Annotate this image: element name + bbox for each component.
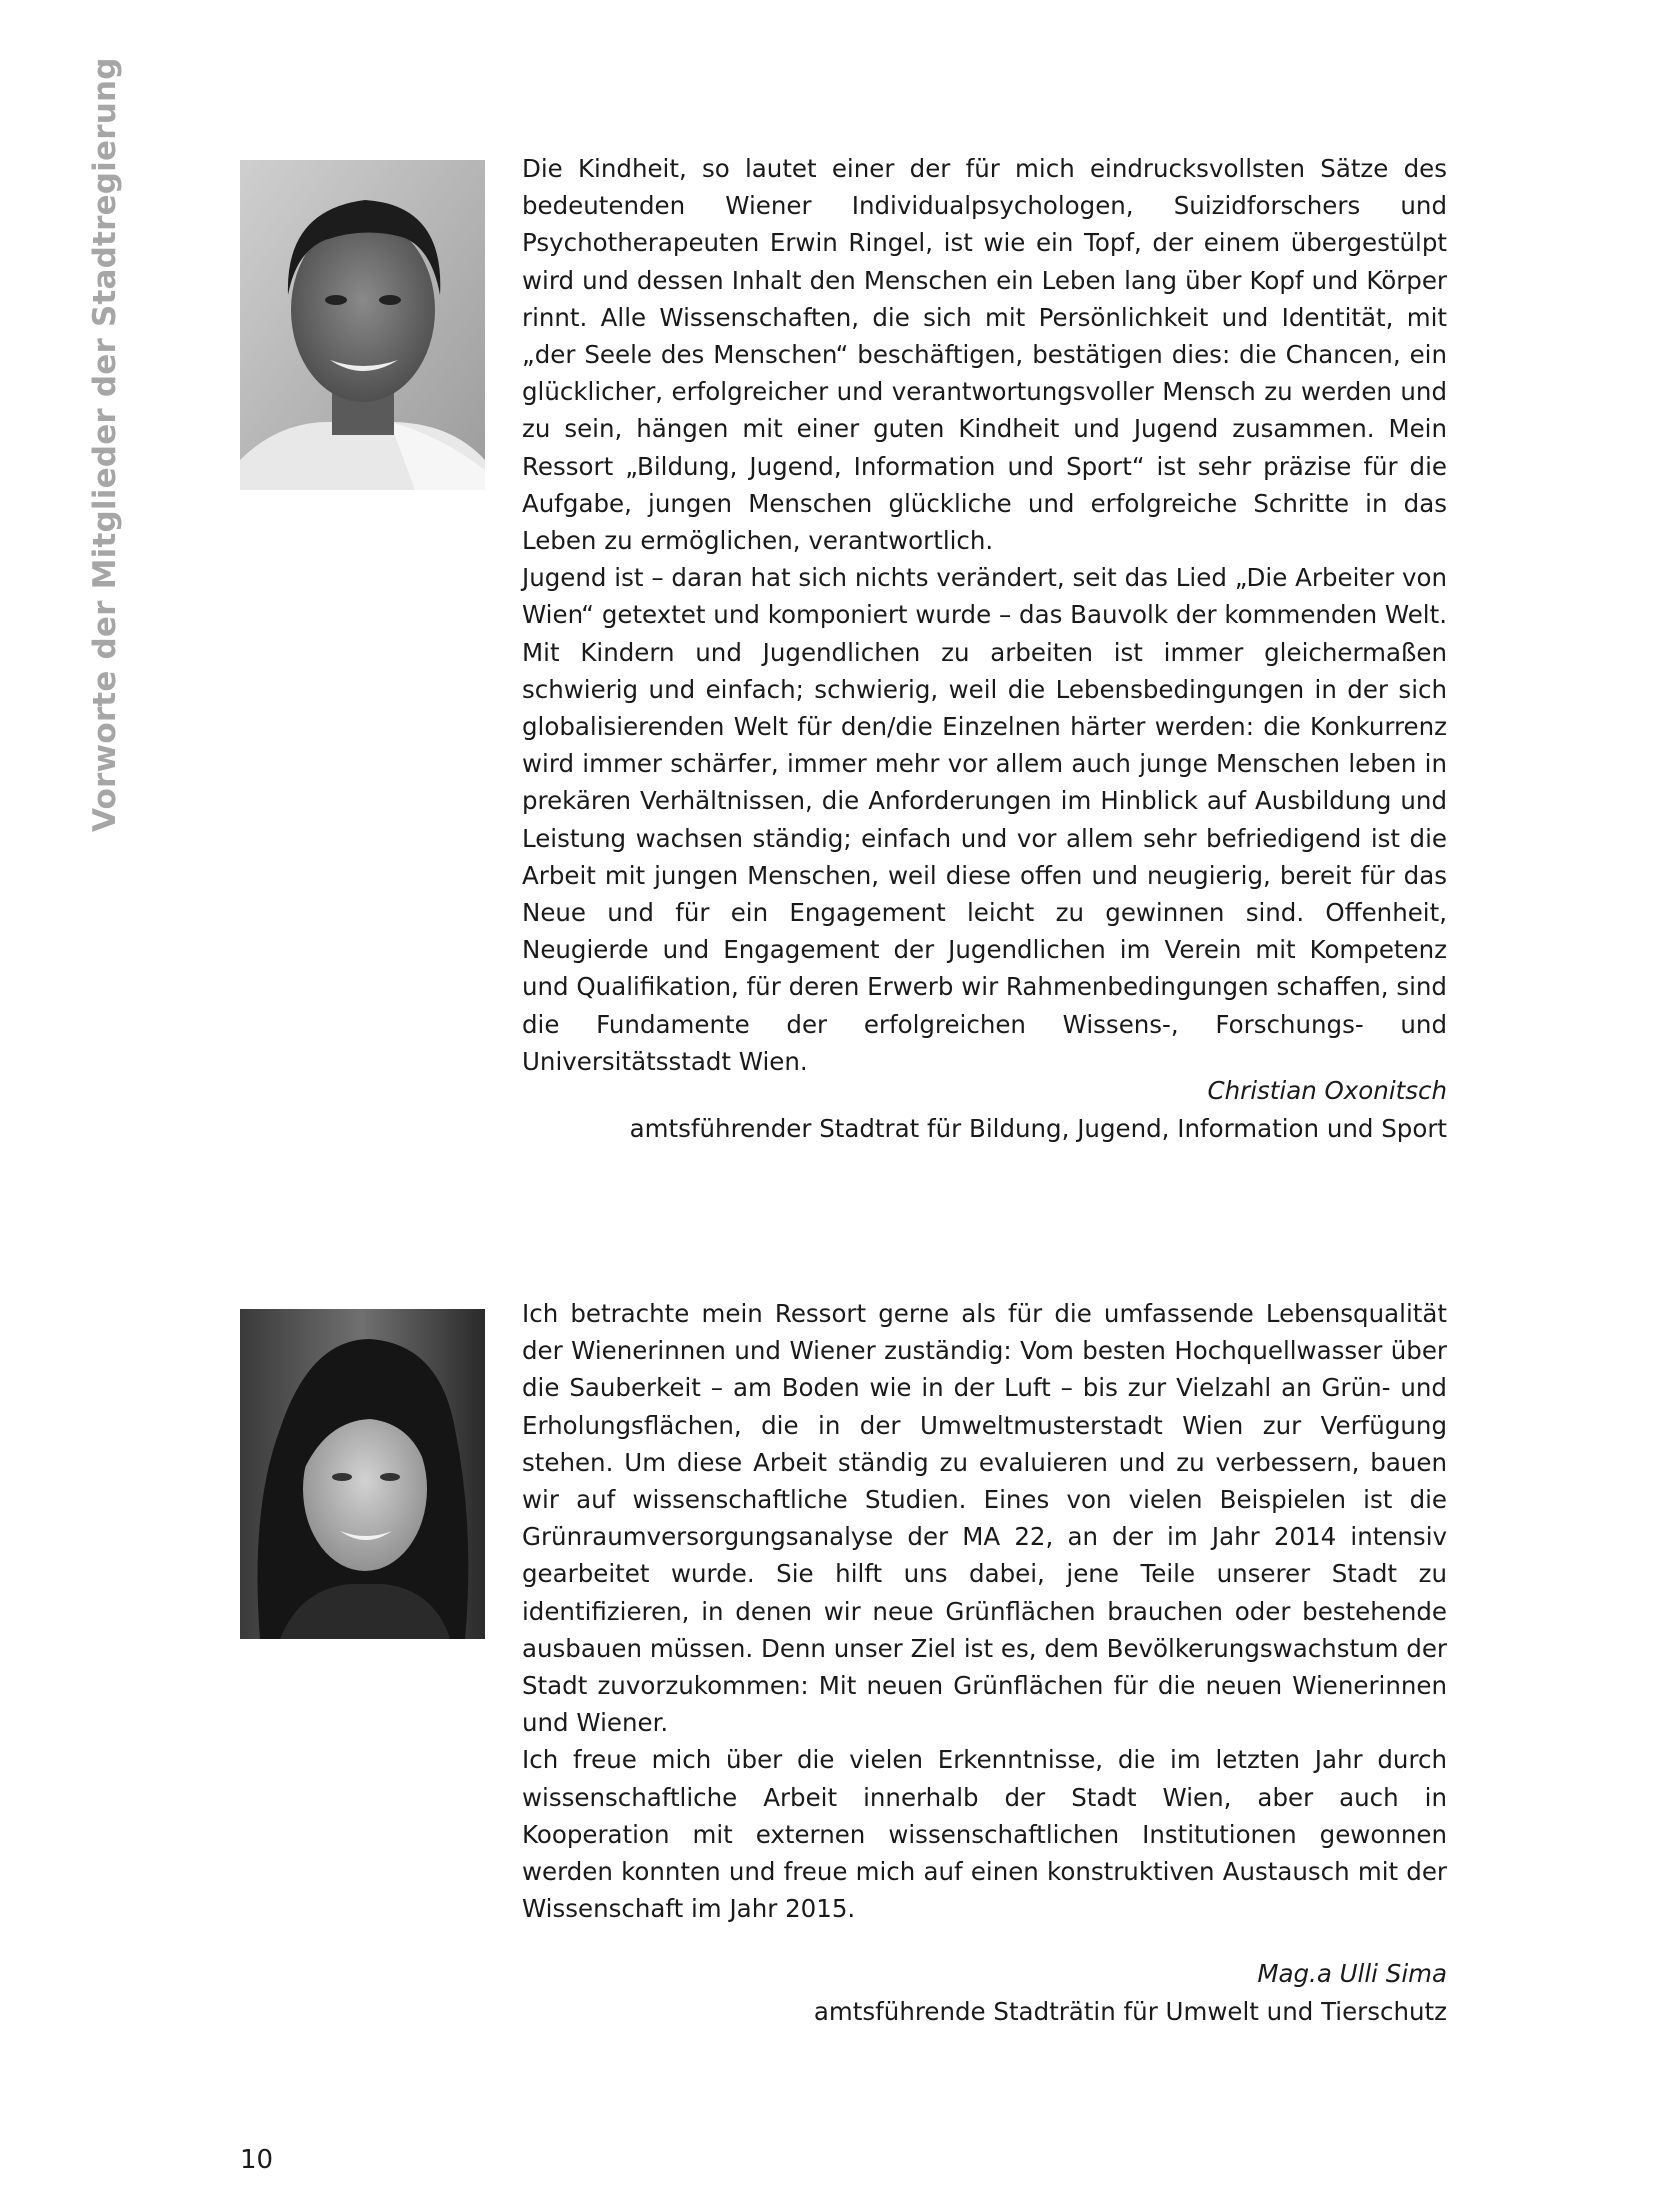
foreword-text-oxonitsch <box>522 150 1447 1080</box>
signature-name: Christian Oxonitsch <box>1207 1076 1447 1105</box>
portrait-photo-oxonitsch <box>240 160 485 490</box>
paragraph: Ich freue mich über die vielen Erkenntnisse, die im letzten Jahr durch wissenschaftliche Arbeit innerhalb der Stadt Wien, aber auch in Kooperation mit externen wissenschaftlichen Institutionen gewonnen werden konnten und freue mich auf einen konstruktiven Austausch mit der Wissenschaft im Jahr 2015. <box>522 1745 1447 1924</box>
paragraph: Ich betrachte mein Ressort gerne als für die umfassende Lebensqualität der Wienerinnen und Wiener zuständig: Vom besten Hochquellwasser über die Sauberkeit – am Boden wie in der Luft – bis zur Vielzahl an Grün- und Erholungsflächen, die in der Umweltmusterstadt Wien zur Verfügung stehen. Um diese Arbeit ständig zu evaluieren und zu verbessern, bauen wir auf wissenschaftliche Studien. Eines von vielen Beispielen ist die Grünraumversorgungsanalyse der MA 22, an der im Jahr 2014 intensiv gearbeitet wurde. Sie hilft uns dabei, jene Teile unserer Stadt zu identifizieren, in denen wir neue Grünflächen brauchen oder bestehende ausbauen müssen. Denn unser Ziel ist es, dem Bevölkerungswachstum der Stadt zuvorzukommen: Mit neuen Grünflächen für die neuen Wienerinnen und Wiener. <box>522 1299 1447 1738</box>
signature-role: amtsführender Stadtrat für Bildung, Jugend, Information und Sport <box>629 1114 1447 1143</box>
signature-role: amtsführende Stadträtin für Umwelt und Tierschutz <box>813 1997 1447 2026</box>
page-number: 10 <box>240 2145 274 2175</box>
signature-name: Mag.a Ulli Sima <box>1257 1959 1447 1988</box>
signature-oxonitsch <box>522 1072 1447 1148</box>
portrait-oxonitsch-image <box>240 160 485 490</box>
signature-sima <box>522 1955 1447 2031</box>
foreword-text-sima <box>522 1295 1447 1927</box>
paragraph: Jugend ist – daran hat sich nichts verändert, seit das Lied „Die Arbeiter von Wien“ getextet und komponiert wurde – das Bauvolk der kommenden Welt. Mit Kindern und Jugendlichen zu arbeiten ist immer gleichermaßen schwierig und einfach; schwierig, weil die Lebensbedingungen in der sich globalisierenden Welt für den/die Einzelnen härter werden: die Konkurrenz wird immer schärfer, immer mehr vor allem auch junge Menschen leben in prekären Verhältnissen, die Anforderungen im Hinblick auf Ausbildung und Leistung wachsen ständig; einfach und vor allem sehr befriedigend ist die Arbeit mit jungen Menschen, weil diese offen und neugierig, bereit für das Neue und für ein Engagement leicht zu gewinnen sind. Offenheit, Neugierde und Engagement der Jugendlichen im Verein mit Kompetenz und Qualifikation, für deren Erwerb wir Rahmenbedingungen schaffen, sind die Fundamente der erfolgreichen Wissens-, Forschungs- und Universitätsstadt Wien. <box>522 563 1447 1076</box>
portrait-photo-sima <box>240 1309 485 1639</box>
side-title: Vorworte der Mitglieder der Stadtregierung <box>87 57 123 832</box>
portrait-sima-image <box>240 1309 485 1639</box>
paragraph: Die Kindheit, so lautet einer der für mich eindrucksvollsten Sätze des bedeutenden Wiener Individualpsychologen, Suizidforschers und Psychotherapeuten Erwin Ringel, ist wie ein Topf, der einem übergestülpt wird und dessen Inhalt den Menschen ein Leben lang über Kopf und Körper rinnt. Alle Wissenschaften, die sich mit Persönlichkeit und Identität, mit „der Seele des Menschen“ beschäftigen, bestätigen dies: die Chancen, ein glücklicher, erfolgreicher und verantwortungsvoller Mensch zu werden und zu sein, hängen mit einer guten Kindheit und Jugend zusammen. Mein Ressort „Bildung, Jugend, Information und Sport“ ist sehr präzise für die Aufgabe, jungen Menschen glückliche und erfolgreiche Schritte in das Leben zu ermöglichen, verantwortlich. <box>522 154 1447 556</box>
